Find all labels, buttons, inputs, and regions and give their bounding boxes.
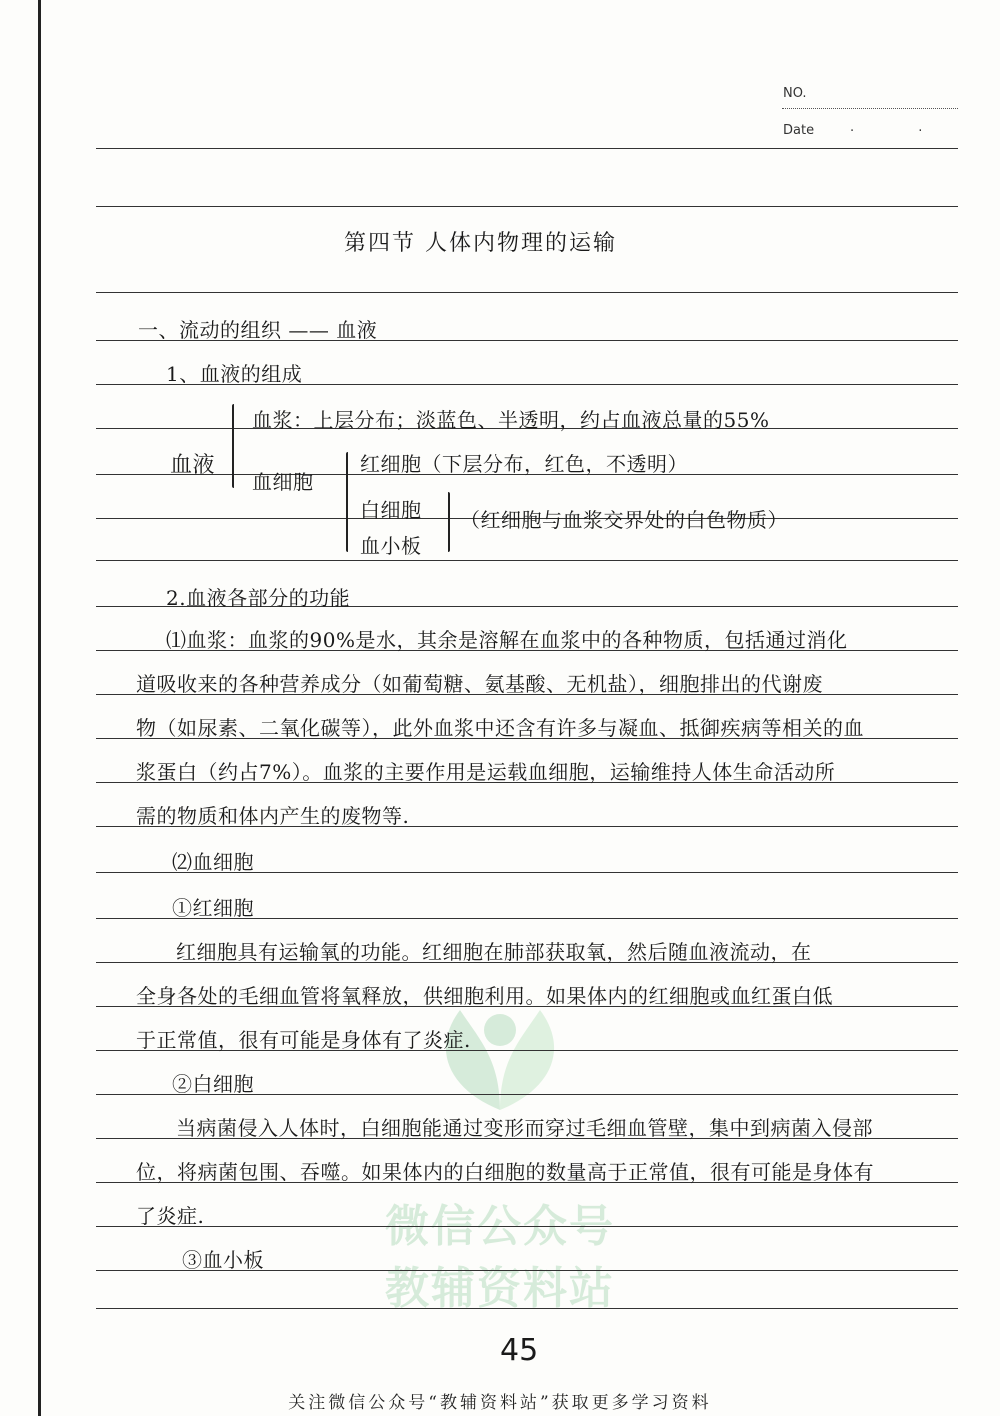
- paragraph-line: 道吸收来的各种营养成分（如葡萄糖、氨基酸、无机盐），细胞排出的代谢废: [136, 672, 823, 696]
- heading-1-1: 1、血液的组成: [166, 362, 303, 386]
- paragraph-line: 全身各处的毛细血管将氧释放，供细胞利用。如果体内的红细胞或血红蛋白低: [136, 984, 833, 1008]
- paragraph-line: 当病菌侵入人体时，白细胞能通过变形而穿过毛细血管壁，集中到病菌入侵部: [176, 1116, 873, 1140]
- footer-note: 关注微信公众号“教辅资料站”获取更多学习资料: [288, 1393, 712, 1413]
- heading-1: 一、流动的组织 —— 血液: [138, 318, 378, 342]
- paragraph-line: 位，将病菌包围、吞噬。如果体内的白细胞的数量高于正常值，很有可能是身体有: [136, 1160, 874, 1184]
- ruled-line: [96, 560, 958, 561]
- diagram-rbc: 红细胞（下层分布，红色，不透明）: [360, 452, 688, 476]
- date-label: Date: [783, 123, 815, 138]
- heading-blood-cells: ⑵血细胞: [172, 850, 254, 874]
- heading-platelet: ③血小板: [182, 1248, 264, 1272]
- diagram-blood-cells: 血细胞: [252, 470, 314, 494]
- watermark-line-1: 微信公众号: [385, 1201, 615, 1252]
- diagram-root-blood: 血液: [170, 453, 216, 478]
- no-label: NO.: [783, 86, 807, 101]
- diagram-brace-level-1: [232, 404, 234, 488]
- date-dots: . .: [850, 120, 953, 135]
- section-title: 第四节 人体内物理的运输: [344, 231, 617, 256]
- ruled-line: [96, 148, 958, 149]
- heading-wbc: ②白细胞: [172, 1072, 254, 1096]
- ruled-line: [96, 1226, 958, 1227]
- page-number: 45: [500, 1333, 539, 1368]
- ruled-line: [96, 292, 958, 293]
- paragraph-line: 浆蛋白（约占7%）。血浆的主要作用是运载血细胞，运输维持人体生命活动所: [136, 760, 836, 784]
- diagram-brace-level-2: [346, 452, 348, 552]
- leaf-logo-icon: [420, 1000, 580, 1120]
- paragraph-line: 了炎症.: [136, 1204, 205, 1228]
- watermark-line-2: 教辅资料站: [385, 1263, 615, 1314]
- diagram-plasma: 血浆：上层分布；淡蓝色、半透明，约占血液总量的55%: [252, 408, 770, 432]
- diagram-brace-right: [448, 492, 450, 552]
- diagram-platelet: 血小板: [360, 534, 422, 558]
- no-dotted-line: [782, 108, 958, 109]
- ruled-line: [96, 206, 958, 207]
- heading-rbc: ①红细胞: [172, 896, 254, 920]
- heading-1-2: 2.血液各部分的功能: [166, 586, 351, 610]
- paragraph-line: 于正常值，很有可能是身体有了炎症.: [136, 1028, 471, 1052]
- paragraph-line: 物（如尿素、二氧化碳等），此外血浆中还含有许多与凝血、抵御疾病等相关的血: [136, 716, 864, 740]
- diagram-wbc: 白细胞: [360, 498, 422, 522]
- ruled-line: [96, 1308, 958, 1309]
- diagram-boundary-note: （红细胞与血浆交界处的白色物质）: [460, 508, 788, 532]
- paragraph-line: 需的物质和体内产生的废物等.: [136, 804, 410, 828]
- paragraph-line: 红细胞具有运输氧的功能。红细胞在肺部获取氧，然后随血液流动，在: [176, 940, 812, 964]
- page-binding-edge: [38, 0, 41, 1416]
- paragraph-line: ⑴血浆：血浆的90%是水，其余是溶解在血浆中的各种物质，包括通过消化: [166, 628, 848, 652]
